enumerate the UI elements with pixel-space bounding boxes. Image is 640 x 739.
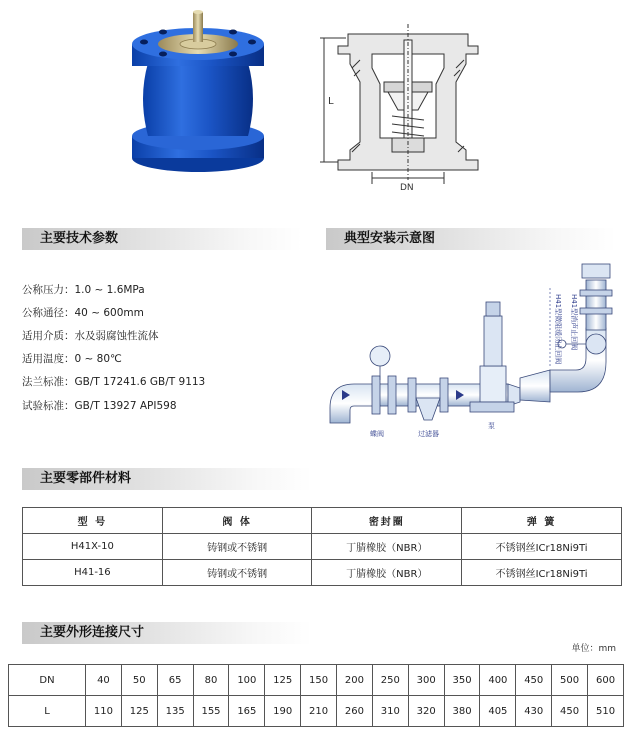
dim-cell: 150: [301, 665, 337, 696]
dim-cell: 190: [265, 696, 301, 727]
dim-cell: 165: [229, 696, 265, 727]
spec-test: 试验标准：GB/T 13927 API598: [22, 400, 177, 412]
parts-cell: H41-16: [23, 560, 163, 586]
spec-flange: 法兰标准：GB/T 17241.6 GB/T 9113: [22, 376, 206, 388]
table-row: [23, 560, 622, 586]
dim-cell: 100: [229, 665, 265, 696]
spec-diameter: 公称通径：40 ~ 600mm: [22, 307, 144, 319]
install-diagram: [320, 258, 620, 443]
dim-row-label: L: [9, 696, 86, 727]
dim-cell: 155: [193, 696, 229, 727]
parts-cell: 铸钢或不锈钢: [162, 534, 312, 560]
parts-cell: 丁腈橡胶（NBR）: [312, 560, 462, 586]
dim-row-l: [9, 696, 624, 727]
dim-cell: 210: [301, 696, 337, 727]
dim-cell: 300: [408, 665, 444, 696]
parts-cell: H41X-10: [23, 534, 163, 560]
parts-cell: 铸钢或不锈钢: [162, 560, 312, 586]
install-note-1: H41型微阻缓闭止回阀: [554, 294, 562, 365]
dim-cell: 450: [516, 665, 552, 696]
parts-cell: 不锈钢丝ICr18Ni9Ti: [462, 560, 622, 586]
parts-header-spring: 弹 簧: [462, 508, 622, 534]
parts-cell: 丁腈橡胶（NBR）: [312, 534, 462, 560]
parts-header-seal: 密封圈: [312, 508, 462, 534]
dim-cell: 110: [86, 696, 122, 727]
parts-header-body: 阀 体: [162, 508, 312, 534]
section-dimensions: 主要外形连接尺寸: [22, 622, 312, 644]
dim-cell: 450: [552, 696, 588, 727]
section-tech-params: 主要技术参数: [22, 228, 302, 250]
dimension-table: [8, 664, 624, 727]
dim-cell: 510: [588, 696, 624, 727]
spec-temperature: 适用温度：0 ~ 80℃: [22, 353, 122, 365]
valve-photo: [118, 8, 278, 178]
dim-cell: 400: [480, 665, 516, 696]
parts-header-model: 型 号: [23, 508, 163, 534]
label-filter: 过滤器: [418, 430, 439, 438]
dim-cell: 80: [193, 665, 229, 696]
dim-cell: 125: [121, 696, 157, 727]
section-parts: 主要零部件材料: [22, 468, 312, 490]
table-row: [23, 534, 622, 560]
dim-cell: 430: [516, 696, 552, 727]
dim-row-label: DN: [9, 665, 86, 696]
section-drawing: [318, 20, 498, 192]
dim-cell: 135: [157, 696, 193, 727]
parts-cell: 不锈钢丝ICr18Ni9Ti: [462, 534, 622, 560]
dim-cell: 260: [337, 696, 373, 727]
dim-cell: 250: [372, 665, 408, 696]
label-butterfly-valve: 蝶阀: [370, 430, 384, 438]
dim-cell: 350: [444, 665, 480, 696]
dim-cell: 380: [444, 696, 480, 727]
section-install: 典型安装示意图: [326, 228, 616, 250]
parts-header-row: [23, 508, 622, 534]
dim-cell: 405: [480, 696, 516, 727]
dim-cell: 600: [588, 665, 624, 696]
dim-cell: 125: [265, 665, 301, 696]
install-note-2: H41型消声止回阀: [570, 294, 578, 351]
dim-cell: 500: [552, 665, 588, 696]
dim-cell: 65: [157, 665, 193, 696]
dim-cell: 320: [408, 696, 444, 727]
spec-medium: 适用介质：水及弱腐蚀性流体: [22, 330, 159, 342]
dim-cell: 50: [121, 665, 157, 696]
dim-cell: 310: [372, 696, 408, 727]
dim-dn-label: DN: [400, 183, 414, 192]
unit-label: 单位：mm: [571, 644, 616, 654]
dim-l-label: L: [328, 96, 334, 107]
label-pump: 泵: [488, 422, 495, 430]
parts-table: [22, 507, 622, 586]
dim-cell: 40: [86, 665, 122, 696]
spec-pressure: 公称压力：1.0 ~ 1.6MPa: [22, 284, 145, 296]
dim-row-dn: [9, 665, 624, 696]
dim-cell: 200: [337, 665, 373, 696]
